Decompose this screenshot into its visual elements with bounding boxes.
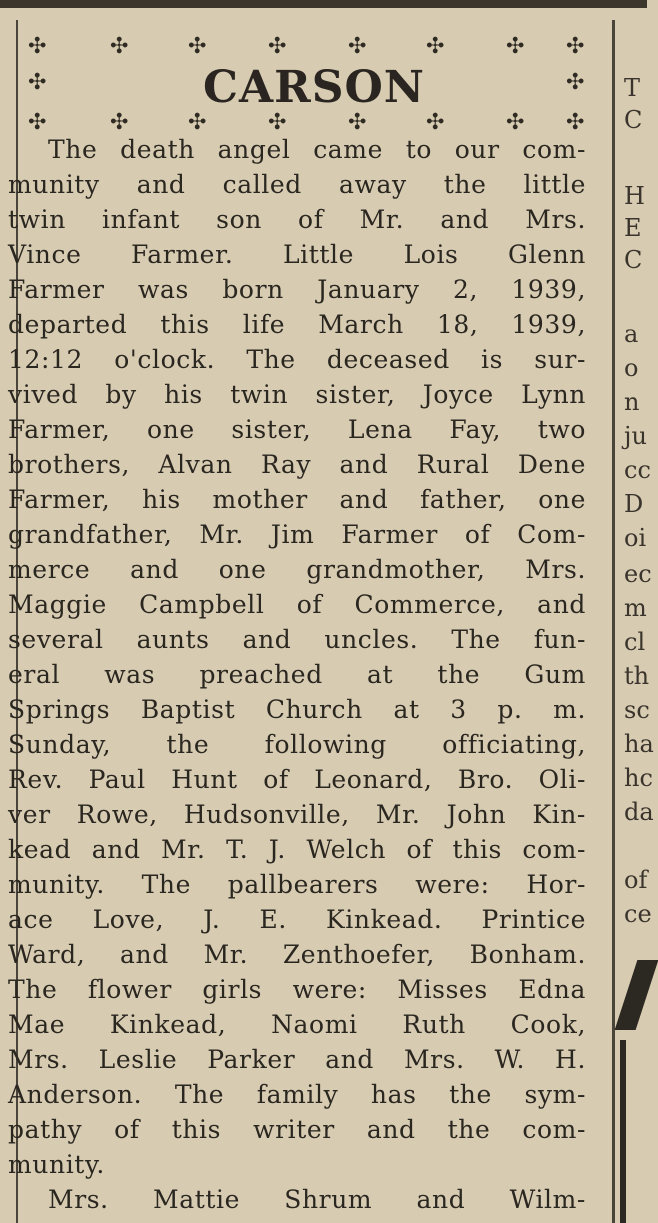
body-line: Mrs. Mattie Shrum and Wilm- [48,1185,586,1214]
ornament-cross-icon: ✣ [188,34,207,59]
adjacent-column-text: ju [624,422,647,450]
ornament-cross-icon: ✣ [268,34,287,59]
body-line: brothers, Alvan Ray and Rural Dene [8,450,586,479]
body-line: grandfather, Mr. Jim Farmer of Com- [8,520,586,549]
body-line: eral was preached at the Gum [8,660,586,689]
ornament-cross-icon: ✣ [110,34,129,59]
adjacent-column-text: da [624,798,654,826]
body-line: Vince Farmer. Little Lois Glenn [8,240,586,269]
body-line: kead and Mr. T. J. Welch of this com- [8,835,586,864]
body-line: munity. [8,1150,105,1179]
body-line: Mrs. Leslie Parker and Mrs. W. H. [8,1045,586,1074]
body-line: Rev. Paul Hunt of Leonard, Bro. Oli- [8,765,586,794]
body-line: The death angel came to our com- [48,135,586,164]
adjacent-headline-fragment [615,960,658,1030]
top-rule [0,0,647,8]
article-body [8,132,586,1217]
ornament-cross-icon: ✣ [506,34,525,59]
ornament-cross-icon: ✣ [566,70,585,95]
ornament-cross-icon: ✣ [426,34,445,59]
adjacent-column-text: H [624,182,645,210]
article-header [22,28,606,138]
body-line: pathy of this writer and the com- [8,1115,586,1144]
adjacent-column-text: th [624,662,650,690]
body-line: ver Rowe, Hudsonville, Mr. John Kin- [8,800,586,829]
body-line: several aunts and uncles. The fun- [8,625,586,654]
body-line: The flower girls were: Misses Edna [8,975,586,1004]
body-line: vived by his twin sister, Joyce Lynn [8,380,586,409]
body-line: munity and called away the little [8,170,586,199]
adjacent-column-text: o [624,354,639,382]
column-divider [612,20,615,1223]
body-line: 12:12 o'clock. The deceased is sur- [8,345,586,374]
adjacent-column-text: ce [624,900,652,928]
adjacent-column-text: T [624,74,641,102]
ornament-cross-icon: ✣ [28,34,47,59]
ornament-cross-icon: ✣ [28,110,47,135]
body-line: merce and one grandmother, Mrs. [8,555,586,584]
adjacent-column-text: a [624,320,639,348]
body-line: Farmer was born January 2, 1939, [8,275,586,304]
article-title: CARSON [202,62,426,113]
adjacent-column-text: D [624,490,644,518]
body-line: ace Love, J. E. Kinkead. Printice [8,905,586,934]
adjacent-column-text: cc [624,456,651,484]
adjacent-column-text: sc [624,696,650,724]
ornament-cross-icon: ✣ [566,110,585,135]
body-line: Farmer, one sister, Lena Fay, two [8,415,586,444]
body-line: Ward, and Mr. Zenthoefer, Bonham. [8,940,586,969]
ornament-cross-icon: ✣ [268,110,287,135]
adjacent-column-text: E [624,214,642,242]
body-line: munity. The pallbearers were: Hor- [8,870,586,899]
body-line: Maggie Campbell of Commerce, and [8,590,586,619]
obituary-article [22,28,606,138]
body-line: Mae Kinkead, Naomi Ruth Cook, [8,1010,586,1039]
adjacent-column-text: ec [624,560,652,588]
body-line: departed this life March 18, 1939, [8,310,586,339]
adjacent-column-text: n [624,388,640,416]
ornament-cross-icon: ✣ [348,110,367,135]
ornament-cross-icon: ✣ [188,110,207,135]
body-line: Farmer, his mother and father, one [8,485,586,514]
ornament-cross-icon: ✣ [426,110,445,135]
adjacent-column-text: C [624,106,643,134]
adjacent-column-text: of [624,866,648,894]
body-line: Anderson. The family has the sym- [8,1080,586,1109]
body-line: Springs Baptist Church at 3 p. m. [8,695,586,724]
body-line: Sunday, the following officiating, [8,730,586,759]
adjacent-column-border [620,1040,653,1223]
adjacent-column-text: cl [624,628,646,656]
adjacent-column-text: oi [624,524,647,552]
ornament-cross-icon: ✣ [110,110,129,135]
ornament-cross-icon: ✣ [566,34,585,59]
ornament-cross-icon: ✣ [348,34,367,59]
adjacent-column-text: m [624,594,647,622]
adjacent-column-text: ha [624,730,654,758]
adjacent-column-text: hc [624,764,653,792]
ornament-cross-icon: ✣ [506,110,525,135]
body-line: twin infant son of Mr. and Mrs. [8,205,586,234]
adjacent-column-text: C [624,246,643,274]
ornament-cross-icon: ✣ [28,70,47,95]
